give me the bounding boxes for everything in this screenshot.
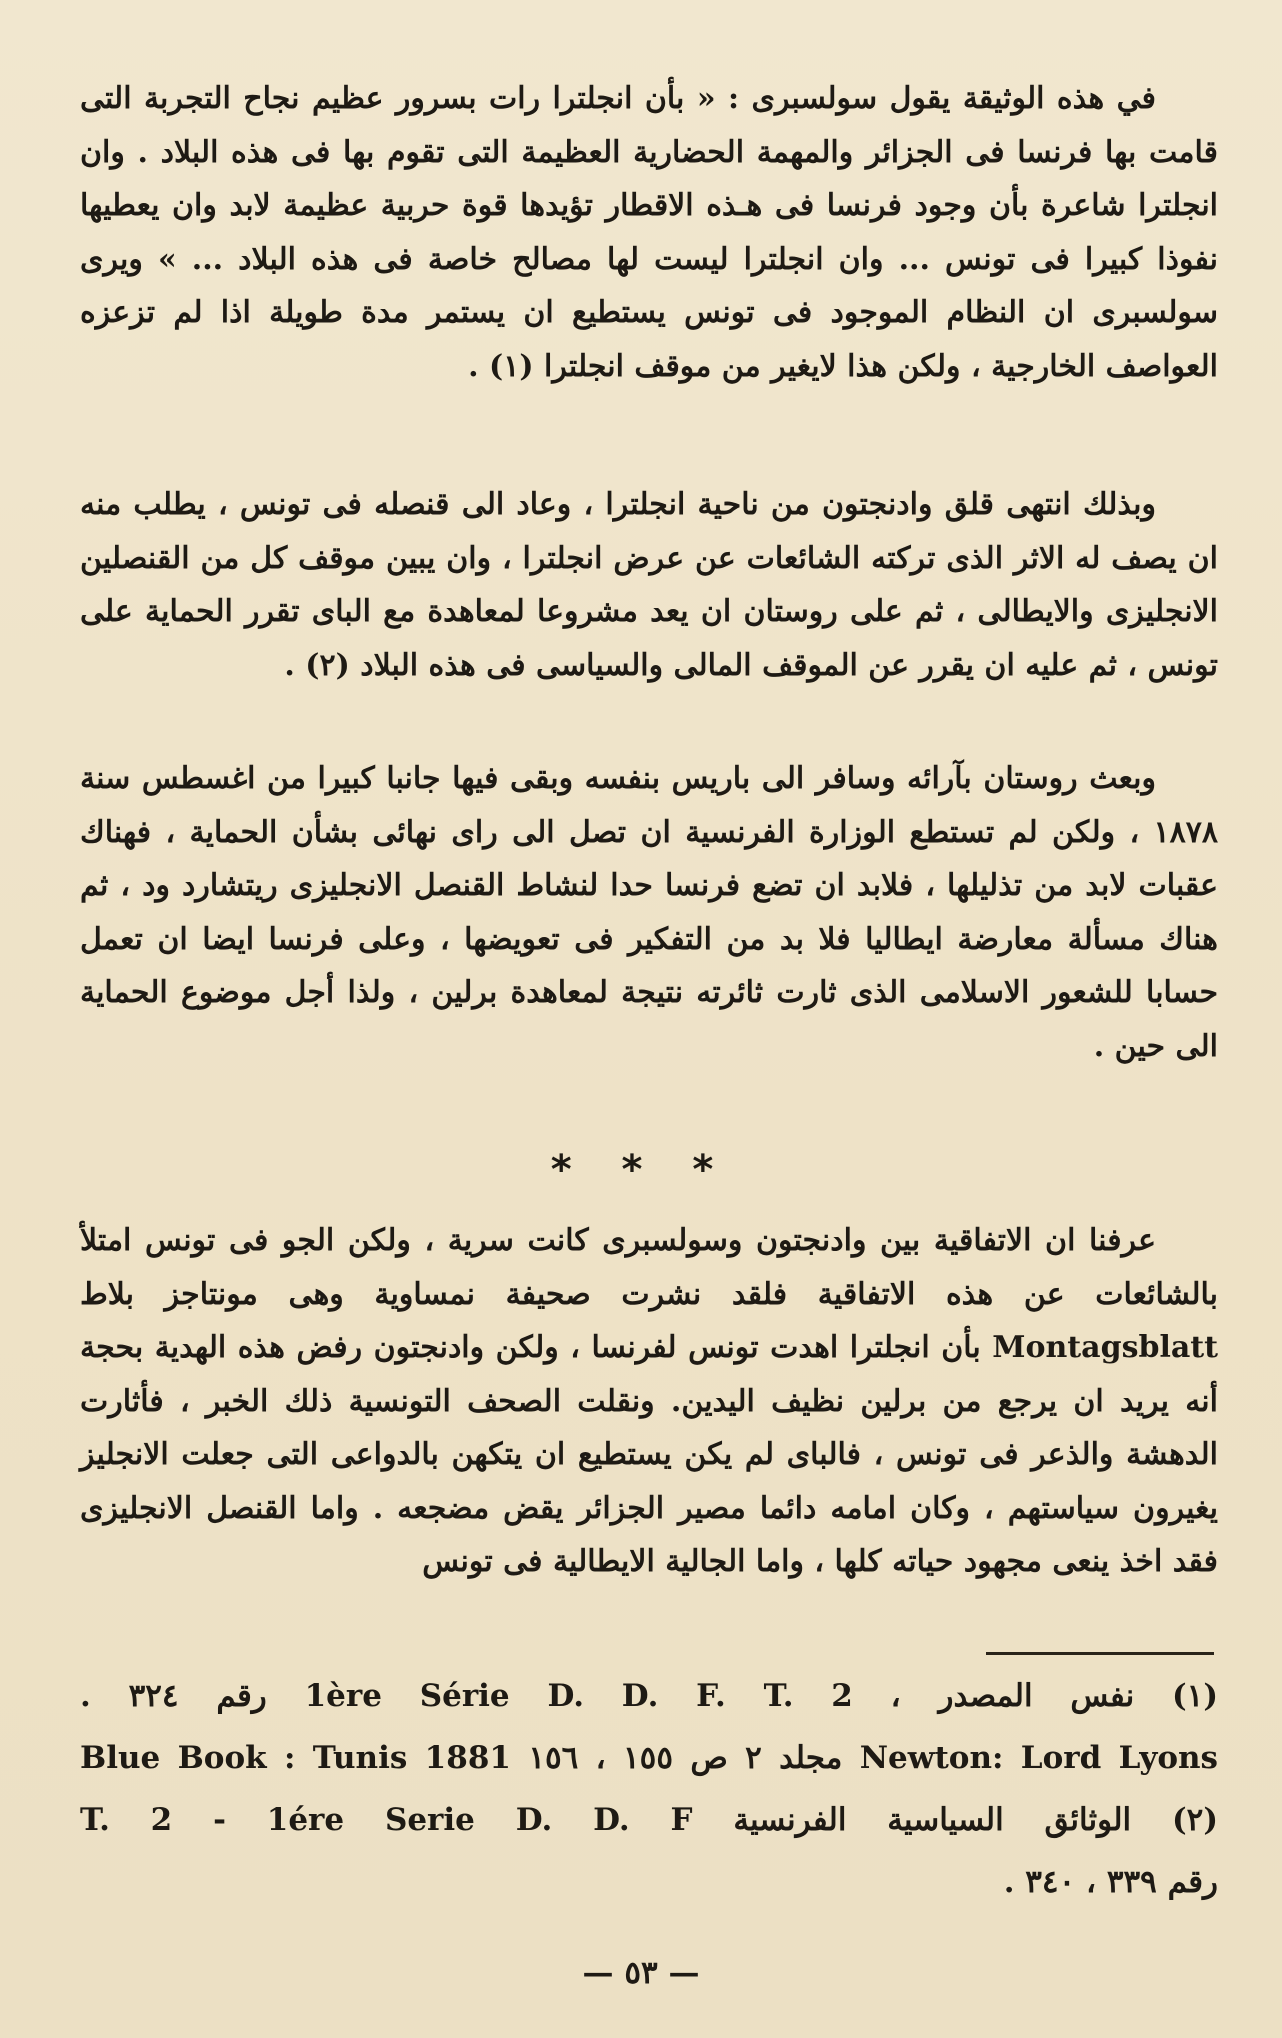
paragraph-secret-agreement: عرفنا ان الاتفاقية بين وادنجتون وسولسبرى كانت سرية ، ولكن الجو فى تونس امتلأ بالشائعات عن هذه الاتفاقية فلقد نشرت صحيفة نمساوية وهى مونتاجز بلاط Montagsblatt بأن انجلترا اهدت تونس لفرنسا ، ولكن وادنجتون رفض هذه الهدية بحجة أنه يريد ان يرجع من برلين نظيف اليدين. ونقلت الصحف التونسية ذلك الخبر ، فأثارت الدهشة والذعر فى تونس ، فالباى لم يكن يستطيع ان يتكهن بالدواعى التى جعلت الانجليز يغيرون سياستهم ، وكان امامه دائما مصير الجزائر يقض مضجعه . واما القنصل الانجليزى فقد اخذ ينعى مجهود حياته كلها ، واما الجالية الايطالية فى تونس (80, 1223, 1218, 1579)
footnote-extra-newton: Newton: Lord Lyons (859, 1740, 1218, 1776)
footnote-divider (986, 1652, 1214, 1655)
paragraph-salisbury-document: في هذه الوثيقة يقول سولسبرى : « بأن انجلترا رات بسرور عظيم نجاح التجربة التى قامت بها فرنسا فى الجزائر والمهمة الحضارية العظيمة التى تقوم بها فى هذه البلاد . وان انجلترا شاعرة بأن وجود فرنسا فى هـذه الاقطار تؤيدها قوة حربية عظيمة لابد وان يعطيها نفوذا كبيرا فى تونس ... وان انجلترا ليست لها مصالح خاصة فى هذه البلاد ... » ويرى سولسبرى ان النظام الموجود فى تونس يستطيع ان يستمر مدة طويلة اذا لم تزعزه العواصف الخارجية ، ولكن هذا لايغير من موقف انجلترا (١) . (80, 81, 1218, 384)
paragraph-roustan-paris: وبعث روستان بآرائه وسافر الى باريس بنفسه وبقى فيها جانبا كبيرا من اغسطس سنة ١٨٧٨ ، ولكن لم تستطع الوزارة الفرنسية ان تصل الى راى نهائى بشأن الحماية ، فهناك عقبات لابد من تذليلها ، فلابد ان تضع فرنسا حدا لنشاط القنصل الانجليزى ريتشارد ود ، ثم هناك مسألة معارضة ايطاليا فلا بد من التفكير فى تعويضها ، وعلى فرنسا ايضا ان تعمل حسابا للشعور الاسلامى الذى ثارت ثائرته نتيجة لمعاهدة برلين ، ولذا أجل موضوع الحماية الى حين . (80, 761, 1218, 1064)
footnote-1-text: (١) نفس المصدر ، (890, 1678, 1218, 1714)
footnote-2-text: (٢) الوثائق السياسية الفرنسية (733, 1802, 1218, 1838)
footnote-1 (80, 1665, 1218, 1727)
footnote-2 (80, 1789, 1218, 1851)
footnote-2-numbers: رقم ٣٣٩ ، ٣٤٠ . (1003, 1864, 1218, 1900)
footnote-extra-pages: مجلد ٢ ص ١٥٥ ، ١٥٦ (528, 1740, 843, 1776)
page-number: — ٥٣ — (582, 1955, 700, 1991)
paragraph-waddington-consul: وبذلك انتهى قلق وادنجتون من ناحية انجلترا ، وعاد الى قنصله فى تونس ، يطلب منه ان يصف له الاثر الذى تركته الشائعات عن عرض انجلترا ، وان يبين موقف كل من القنصلين الانجليزى والايطالى ، ثم على روستان ان يعد مشروعا لمعاهدة مع الباى تقرر الحماية على تونس ، ثم عليه ان يقرر عن الموقف المالى والسياسى فى هذه البلاد (٢) . (80, 487, 1218, 683)
footnote-extra-bluebook: Blue Book : Tunis 1881 (80, 1740, 511, 1776)
footnotes (80, 1665, 1218, 1913)
footnote-2-source: T. 2 - 1ére Serie D. D. F (80, 1802, 693, 1838)
footnote-extra (80, 1727, 1218, 1789)
footnote-1-source: 1ère Série D. D. F. T. 2 (304, 1678, 853, 1714)
section-separator: * * * (550, 1147, 732, 1193)
footnote-1-number: رقم ٣٢٤ . (80, 1678, 267, 1714)
